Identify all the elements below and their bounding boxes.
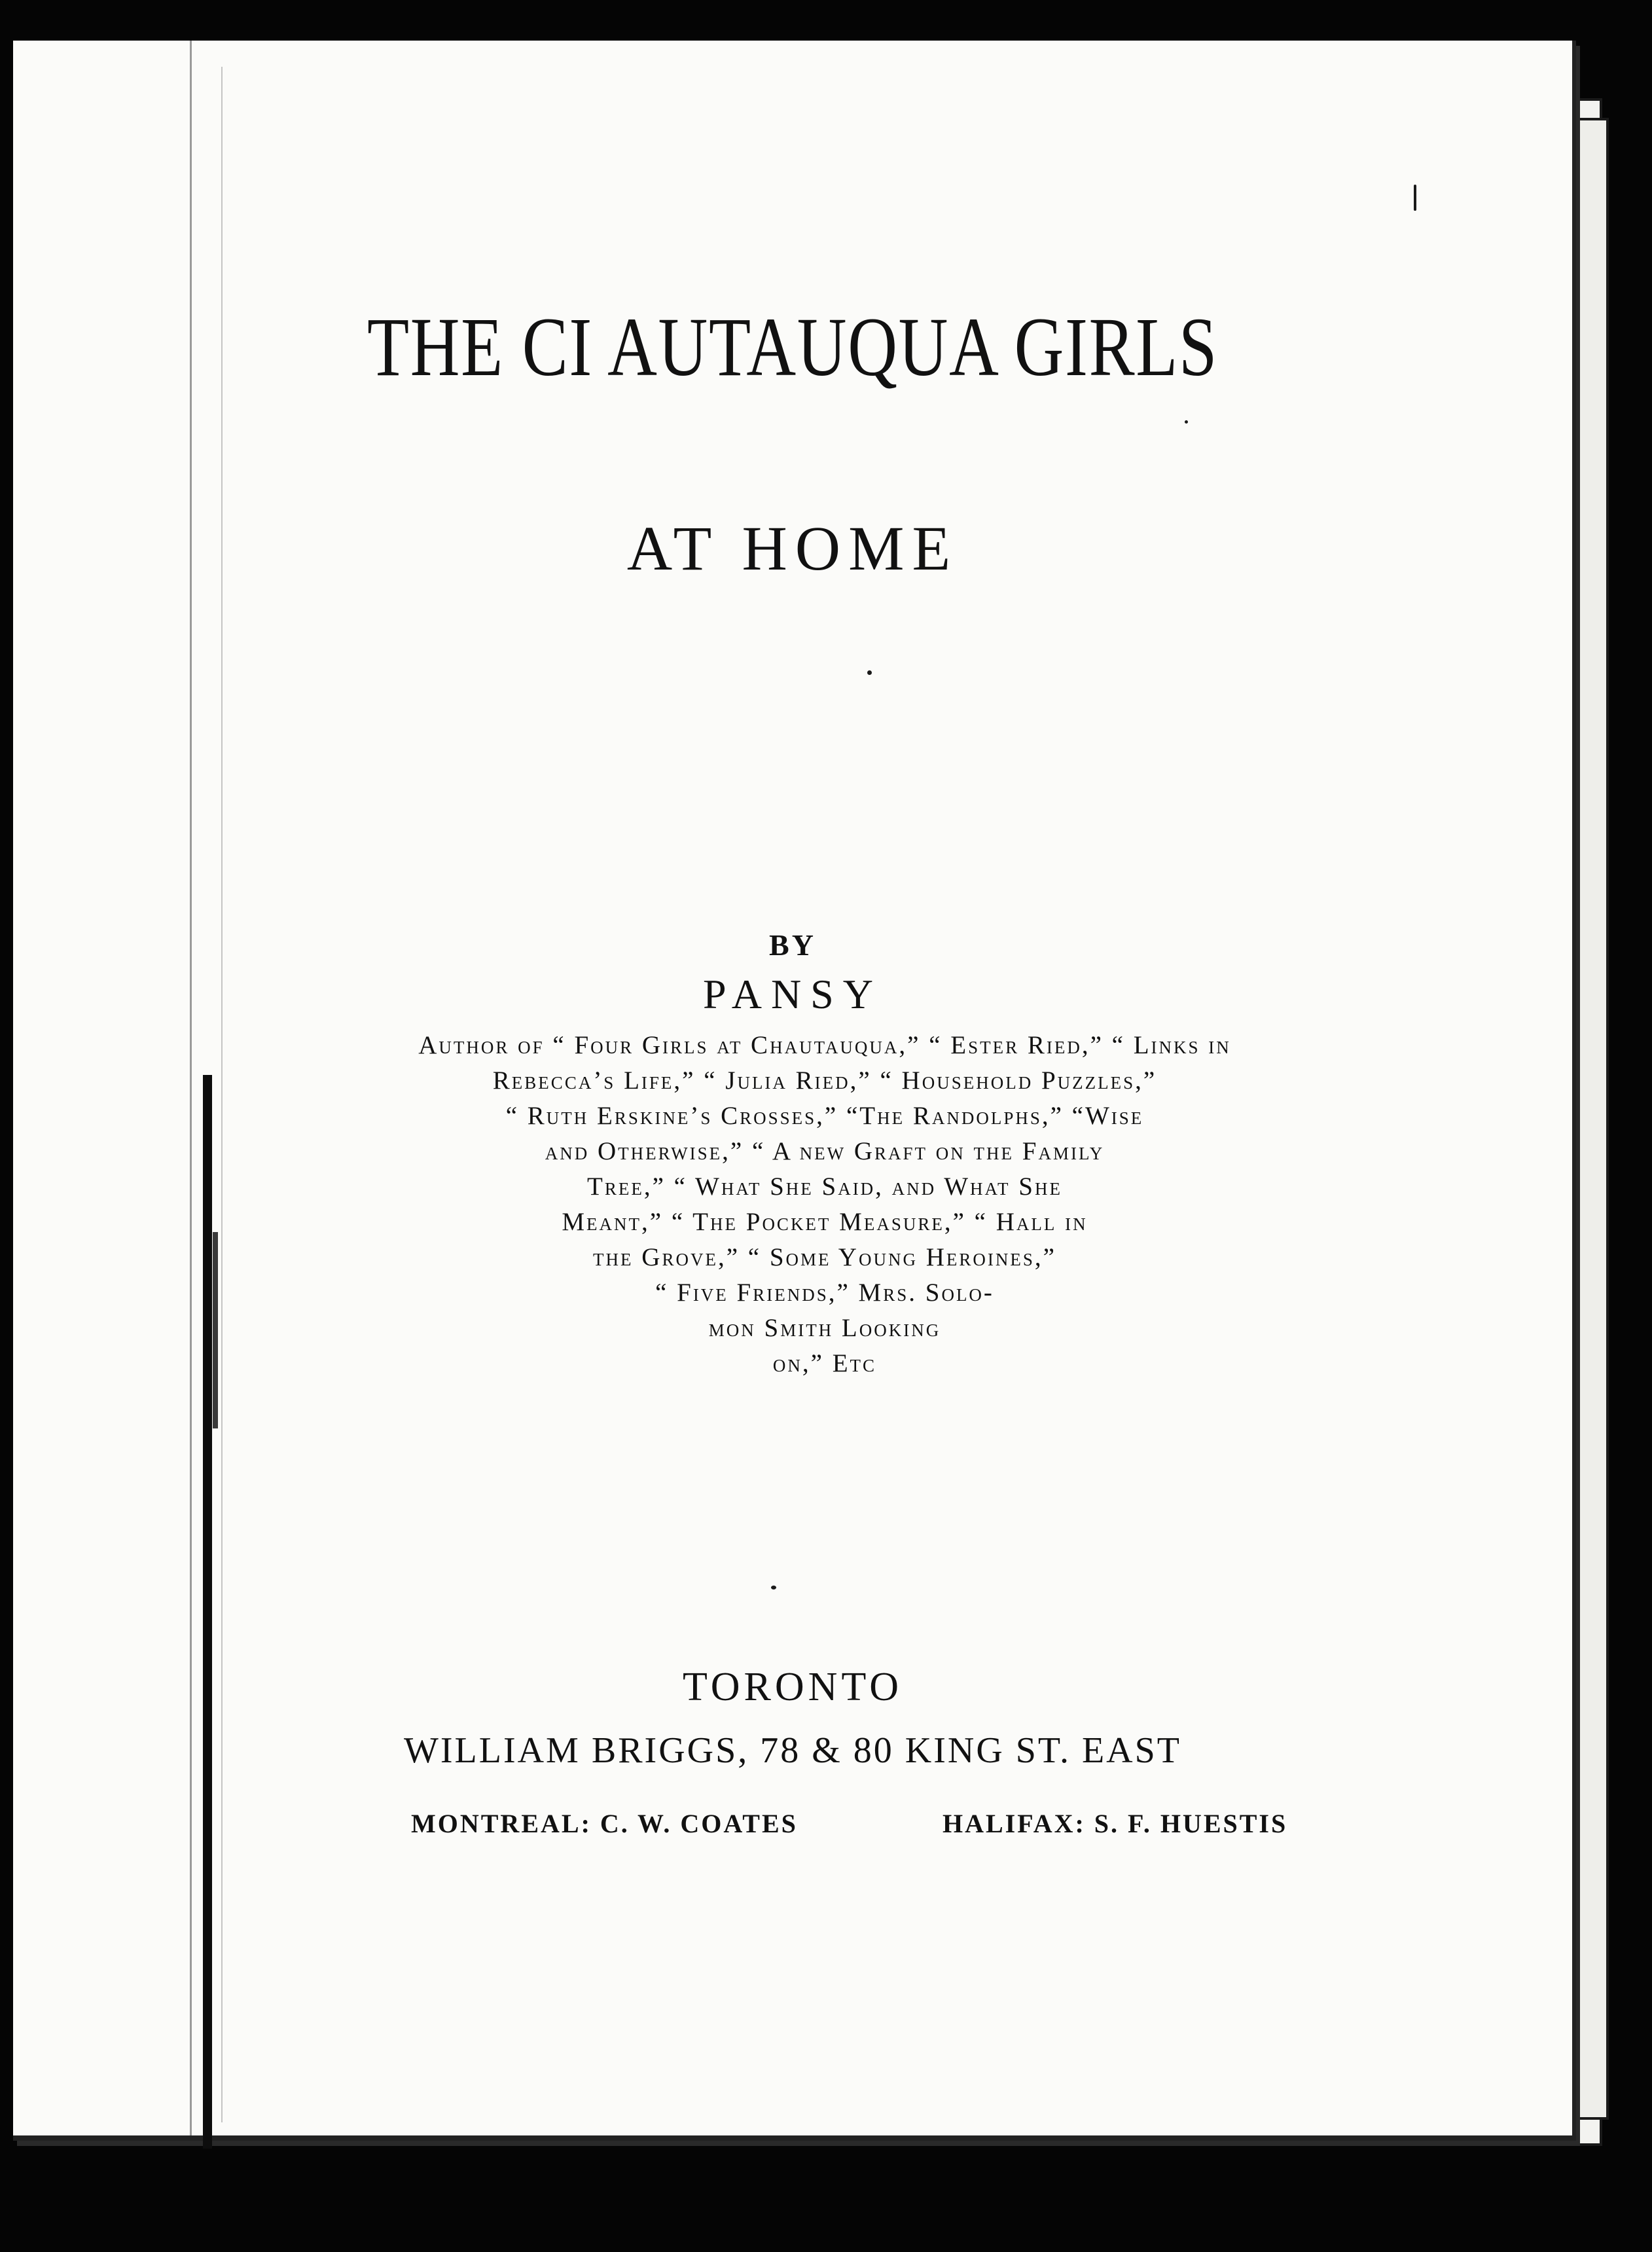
speck <box>1414 185 1416 211</box>
credits-line: the Grove,” “ Some Young Heroines,” <box>593 1243 1056 1271</box>
credits-line: mon Smith Looking <box>708 1314 941 1342</box>
imprint-publisher: WILLIAM BRIGGS, 78 & 80 KING ST. EAST <box>404 1730 1181 1771</box>
title-page <box>13 41 1576 2141</box>
speck <box>867 670 872 675</box>
credits-line: Tree,” “ What She Said, and What She <box>587 1172 1062 1201</box>
byline: BY <box>769 928 816 962</box>
torn-binding <box>203 1075 212 2149</box>
imprint-montreal: MONTREAL: C. W. COATES <box>411 1809 798 1838</box>
credits-line: on,” Etc <box>772 1349 877 1377</box>
credits-line: “ Ruth Erskine’s Crosses,” “The Randolphs,” “Wise <box>505 1102 1144 1130</box>
imprint-halifax: HALIFAX: S. F. HUESTIS <box>943 1809 1288 1838</box>
credits-line: Author of “ Four Girls at Chautauqua,” “ Ester Ried,” “ Links in <box>418 1031 1231 1059</box>
imprint-city: TORONTO <box>683 1665 903 1709</box>
author-credits <box>327 1028 1322 1381</box>
author-name: PANSY <box>703 971 882 1017</box>
credits-line: Rebecca’s Life,” “ Julia Ried,” “ Household Puzzles,” <box>492 1066 1157 1095</box>
speck <box>1185 420 1188 424</box>
book-title: THE CI AUTAUQUA GIRLS <box>367 300 1219 393</box>
credits-line: and Otherwise,” “ A new Graft on the Family <box>545 1137 1105 1165</box>
credits-line: “ Five Friends,” Mrs. Solo- <box>655 1279 994 1307</box>
torn-binding-edge <box>213 1232 218 1428</box>
credits-line: Meant,” “ The Pocket Measure,” “ Hall in <box>562 1208 1088 1236</box>
speck <box>771 1586 776 1589</box>
book-subtitle: AT HOME <box>626 513 959 583</box>
